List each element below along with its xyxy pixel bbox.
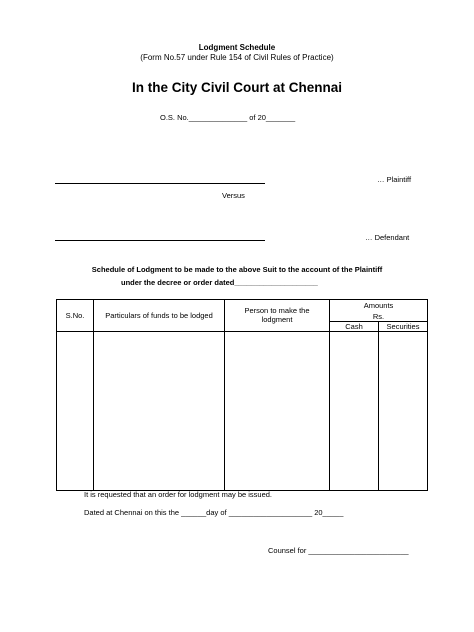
os-number-line: O.S. No.______________ of 20_______: [160, 113, 296, 122]
cell-securities: [379, 331, 428, 490]
dated-line: Dated at Chennai on this the ______day of ____________________ 20_____: [84, 508, 344, 517]
col-header-particulars: Particulars of funds to be lodged: [94, 300, 225, 332]
plaintiff-label: … Plaintiff: [377, 175, 412, 184]
defendant-label: … Defendant: [365, 233, 410, 242]
defendant-name-line: [55, 240, 265, 241]
plaintiff-name-line: [55, 183, 265, 184]
cell-cash: [330, 331, 379, 490]
cell-sno: [57, 331, 94, 490]
col-header-cash: Cash: [330, 321, 379, 331]
col-header-person-label: Person to make the lodgment: [244, 306, 310, 325]
cell-person: [225, 331, 330, 490]
cell-particulars: [94, 331, 225, 490]
court-heading: In the City Civil Court at Chennai: [131, 80, 342, 95]
counsel-line: Counsel for ________________________: [268, 546, 409, 555]
versus-label: Versus: [222, 191, 245, 200]
schedule-heading-decree: under the decree or order dated____________________: [121, 278, 318, 287]
lodgment-schedule-table: [56, 299, 428, 491]
col-header-amounts-unit: Rs.: [330, 312, 428, 322]
form-title: Lodgment Schedule: [198, 43, 276, 52]
schedule-heading: Schedule of Lodgment to be made to the above Suit to the account of the Plaintiff: [91, 265, 383, 274]
request-text: It is requested that an order for lodgment may be issued.: [84, 490, 273, 499]
col-header-sno: S.No.: [57, 300, 94, 332]
col-header-person: [225, 300, 330, 332]
form-subtitle: (Form No.57 under Rule 154 of Civil Rules of Practice): [140, 53, 334, 62]
col-header-amounts: Amounts: [330, 300, 428, 312]
col-header-securities: Securities: [379, 321, 428, 331]
